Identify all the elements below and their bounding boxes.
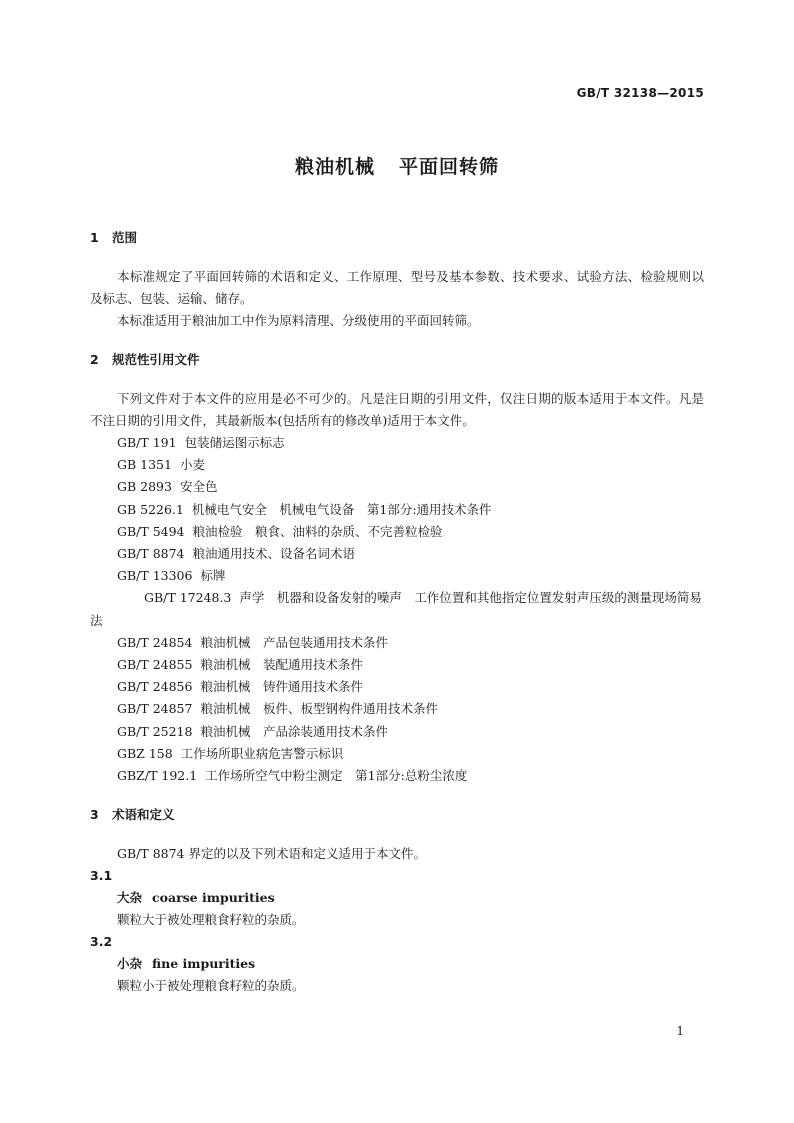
reference-code: GB/T 24856 xyxy=(117,679,193,695)
term-definition: 颗粒小于被处理粮食籽粒的杂质。 xyxy=(117,978,305,994)
term-english: coarse impurities xyxy=(152,890,275,906)
reference-title: 粮油机械 装配通用技术条件 xyxy=(200,657,363,673)
reference-code: GB/T 17248.3 xyxy=(144,590,232,606)
reference-code: GB 1351 xyxy=(117,457,172,473)
reference-code: GB/T 191 xyxy=(117,435,177,450)
reference-item xyxy=(90,565,704,587)
term-number: 3.2 xyxy=(90,934,113,950)
reference-item xyxy=(90,432,704,454)
reference-item xyxy=(90,721,704,743)
reference-code: GB/T 8874 xyxy=(117,546,185,562)
term-number: 3.1 xyxy=(90,868,113,884)
term-english: fine impurities xyxy=(152,956,256,972)
section-2-heading xyxy=(90,350,704,370)
reference-code: GB/T 25218 xyxy=(117,723,193,739)
term-chinese: 大杂 xyxy=(117,890,143,906)
section-1-heading xyxy=(90,228,704,248)
reference-title: 小麦 xyxy=(179,457,205,473)
reference-title: 工作场所职业病危害警示标识 xyxy=(180,745,344,761)
section-number: 3 xyxy=(90,807,99,823)
reference-code: GB/T 24857 xyxy=(117,701,193,717)
standard-code: GB/T 32138—2015 xyxy=(576,86,704,100)
reference-title: 标牌 xyxy=(200,568,226,584)
page-number: 1 xyxy=(676,1024,684,1038)
reference-title: 机械电气安全 机械电气设备 第1部分:通用技术条件 xyxy=(191,501,492,517)
section-title: 范围 xyxy=(112,230,138,245)
reference-title: 粮油通用技术、设备名词术语 xyxy=(192,546,356,562)
reference-code: GB/T 24854 xyxy=(117,634,193,650)
reference-item xyxy=(90,476,704,498)
document-title xyxy=(0,152,794,179)
reference-item xyxy=(90,698,704,720)
section-number: 1 xyxy=(90,230,99,245)
reference-code: GBZ 158 xyxy=(117,745,173,761)
title-part-1: 粮油机械 xyxy=(294,156,375,178)
section-number: 2 xyxy=(90,352,99,367)
paragraph: 下列文件对于本文件的应用是必不可少的。凡是注日期的引用文件，仅注日期的版本适用于本文件。凡是不注日期的引用文件，其最新版本(包括所有的修改单)适用于本文件。 xyxy=(90,391,704,428)
reference-title: 粮油检验 粮食、油料的杂质、不完善粒检验 xyxy=(192,523,443,539)
reference-item xyxy=(90,654,704,676)
reference-item xyxy=(90,765,704,787)
reference-code: GB/T 5494 xyxy=(117,523,185,539)
section-3-heading xyxy=(90,805,704,825)
section-title: 术语和定义 xyxy=(112,807,175,823)
reference-item xyxy=(90,521,704,543)
document-body xyxy=(90,228,704,997)
reference-title: 粮油机械 板件、板型钢构件通用技术条件 xyxy=(200,701,438,717)
paragraph: 本标准规定了平面回转筛的术语和定义、工作原理、型号及基本参数、技术要求、试验方法、检验规则以及标志、包装、运输、储存。 xyxy=(90,269,704,306)
reference-title: 粮油机械 产品包装通用技术条件 xyxy=(200,634,388,650)
reference-title: 粮油机械 铸件通用技术条件 xyxy=(200,679,363,695)
reference-code: GB 2893 xyxy=(117,479,172,495)
paragraph: 本标准适用于粮油加工中作为原料清理、分级使用的平面回转筛。 xyxy=(117,313,480,328)
reference-title: 声学 机器和设备发射的噪声 工作位置和其他指定位置发射声压级的测量现场简易法 xyxy=(90,590,702,628)
reference-title: 粮油机械 产品涂装通用技术条件 xyxy=(200,723,388,739)
reference-code: GB 5226.1 xyxy=(117,501,184,517)
term-entry xyxy=(90,887,704,909)
reference-item xyxy=(90,499,704,521)
term-definition: 颗粒大于被处理粮食籽粒的杂质。 xyxy=(117,912,305,928)
reference-code: GB/T 24855 xyxy=(117,657,193,673)
title-part-2: 平面回转筛 xyxy=(399,156,500,178)
reference-item xyxy=(90,676,704,698)
reference-item xyxy=(90,587,704,631)
paragraph: GB/T 8874 界定的以及下列术语和定义适用于本文件。 xyxy=(117,846,426,862)
section-title: 规范性引用文件 xyxy=(112,352,200,367)
reference-title: 包装储运图示标志 xyxy=(184,435,285,450)
reference-code: GBZ/T 192.1 xyxy=(117,768,198,784)
reference-item xyxy=(90,743,704,765)
term-entry xyxy=(90,953,704,975)
reference-item xyxy=(90,632,704,654)
reference-item xyxy=(90,454,704,476)
term-chinese: 小杂 xyxy=(117,956,143,972)
reference-title: 工作场所空气中粉尘测定 第1部分:总粉尘浓度 xyxy=(205,768,468,784)
reference-item xyxy=(90,543,704,565)
reference-title: 安全色 xyxy=(179,479,218,495)
reference-code: GB/T 13306 xyxy=(117,568,193,584)
